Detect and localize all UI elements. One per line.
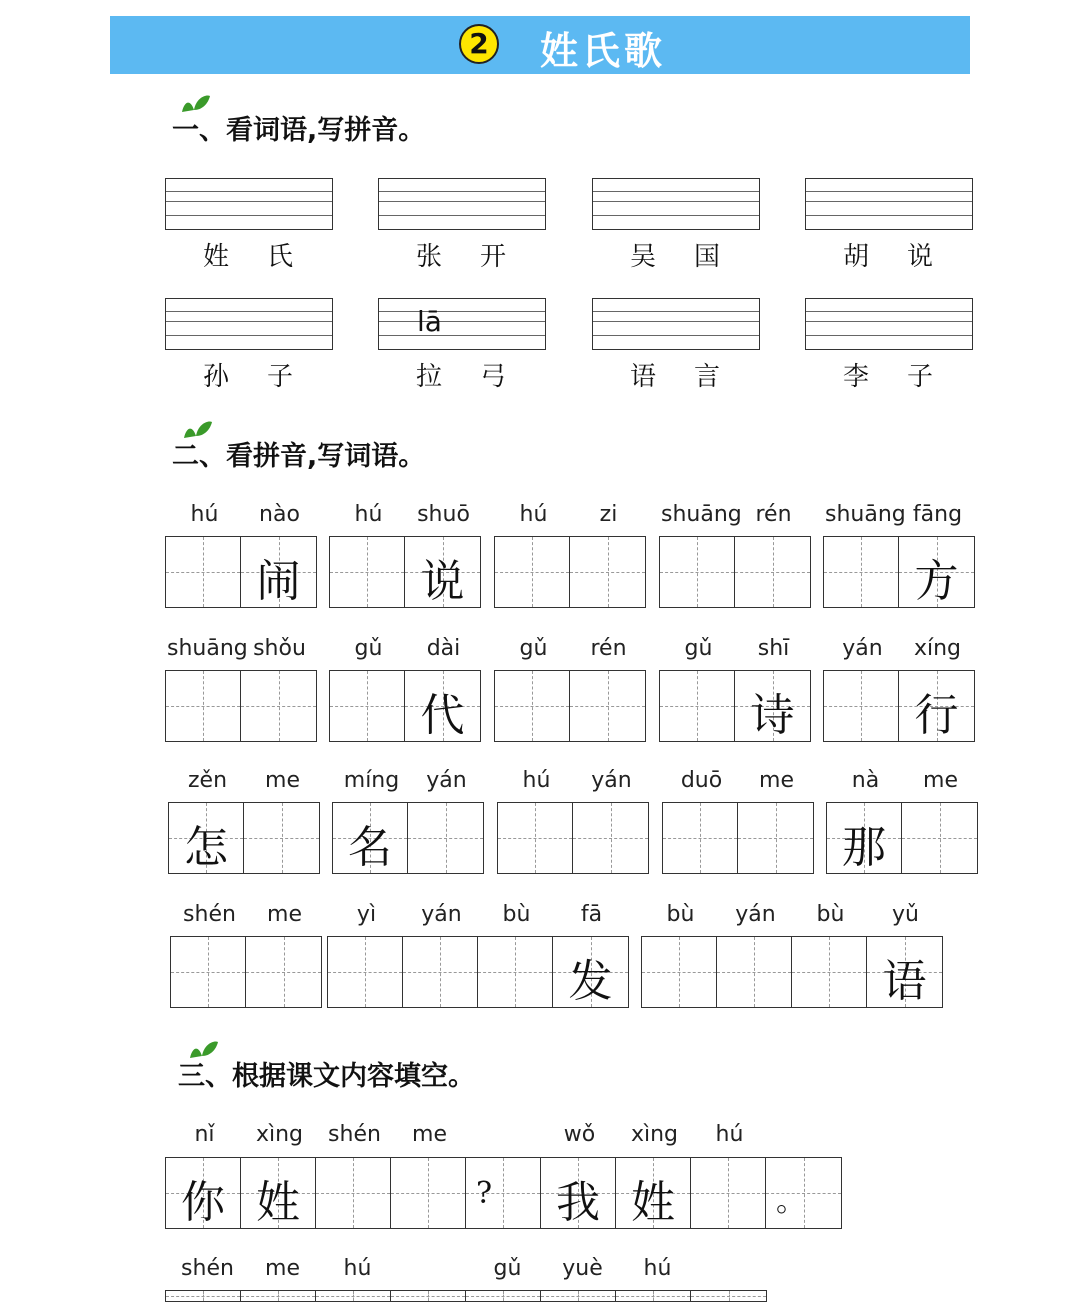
pinyin-label: xìng	[630, 1122, 679, 1147]
pinyin-label: shǒu	[253, 636, 306, 661]
word-character: 子	[907, 362, 934, 392]
writing-cell[interactable]	[169, 803, 244, 873]
pinyin-guide-line	[166, 215, 332, 216]
pinyin-label: bù	[816, 902, 845, 927]
writing-cell[interactable]	[573, 803, 648, 873]
pinyin-writing-box[interactable]	[165, 298, 333, 350]
pinyin-guide-line	[379, 201, 545, 202]
pinyin-label: shuō	[417, 502, 470, 527]
tianzige-grid	[168, 802, 320, 874]
pinyin-label: yán	[735, 902, 776, 927]
writing-cell[interactable]	[824, 671, 899, 741]
pinyin-label: nào	[259, 502, 300, 527]
writing-cell[interactable]	[244, 803, 319, 873]
pinyin-guide-line	[593, 335, 759, 336]
writing-cell[interactable]	[246, 937, 321, 1007]
pinyin-label: hú	[190, 502, 219, 527]
sentence-grid	[165, 1290, 767, 1302]
writing-cell[interactable]	[403, 937, 478, 1007]
writing-cell[interactable]	[660, 537, 735, 607]
pinyin-label: bù	[666, 902, 695, 927]
pinyin-label: xìng	[255, 1122, 304, 1147]
word-character: 吴	[630, 242, 657, 272]
pinyin-writing-box[interactable]	[805, 298, 973, 350]
writing-cell[interactable]	[498, 803, 573, 873]
section1-title: 一、看词语,写拼音。	[172, 115, 426, 146]
writing-cell[interactable]	[478, 937, 553, 1007]
tianzige-grid	[659, 536, 811, 608]
pinyin-guide-line	[379, 335, 545, 336]
writing-cell[interactable]	[316, 1291, 391, 1301]
writing-cell[interactable]	[766, 1158, 841, 1228]
writing-cell[interactable]	[902, 803, 977, 873]
tianzige-grid	[165, 536, 317, 608]
writing-cell[interactable]	[616, 1158, 691, 1228]
pinyin-guide-line	[379, 191, 545, 192]
writing-cell[interactable]	[241, 1158, 316, 1228]
word-character: 孙	[203, 362, 230, 392]
tianzige-grid	[170, 936, 322, 1008]
written-character: 姓	[631, 1177, 675, 1228]
section2-title: 二、看拼音,写词语。	[172, 441, 426, 472]
writing-cell[interactable]	[495, 671, 570, 741]
tianzige-grid	[641, 936, 943, 1008]
pinyin-label: fāng	[912, 502, 963, 527]
pinyin-label: yǔ	[892, 902, 919, 927]
writing-cell[interactable]	[824, 537, 899, 607]
writing-cell[interactable]	[166, 1158, 241, 1228]
pinyin-label: zi	[599, 502, 618, 527]
pinyin-label: me	[265, 768, 300, 793]
written-character: 闹	[256, 556, 301, 607]
writing-cell[interactable]	[328, 937, 403, 1007]
writing-cell[interactable]	[735, 537, 810, 607]
pinyin-label: yán	[421, 902, 462, 927]
written-character: 方	[914, 556, 959, 607]
writing-cell[interactable]	[171, 937, 246, 1007]
writing-cell[interactable]	[616, 1291, 691, 1301]
pinyin-label: hú	[519, 502, 548, 527]
tianzige-grid	[165, 670, 317, 742]
pinyin-label: xíng	[913, 636, 962, 661]
pinyin-label: yán	[591, 768, 632, 793]
pinyin-label: me	[267, 902, 302, 927]
written-character: 行	[914, 690, 959, 741]
word-character: 李	[843, 362, 870, 392]
tianzige-grid	[823, 670, 975, 742]
tianzige-grid	[494, 670, 646, 742]
pinyin-label: gǔ	[684, 636, 713, 661]
writing-cell[interactable]	[391, 1291, 466, 1301]
writing-cell[interactable]	[333, 803, 408, 873]
writing-cell[interactable]	[241, 537, 316, 607]
pinyin-label: hú	[522, 768, 551, 793]
pinyin-label: shī	[757, 636, 790, 661]
pinyin-label: rén	[590, 636, 627, 661]
writing-cell[interactable]	[166, 671, 241, 741]
pinyin-guide-line	[166, 201, 332, 202]
pinyin-label: me	[923, 768, 958, 793]
written-character: 说	[420, 556, 465, 607]
pinyin-guide-line	[806, 215, 972, 216]
word-character: 语	[630, 362, 657, 392]
word-character: 拉	[416, 362, 443, 392]
punctuation-mark: ?	[476, 1176, 493, 1211]
pinyin-label: gǔ	[354, 636, 383, 661]
writing-cell[interactable]	[691, 1158, 766, 1228]
pinyin-label: shuāng	[825, 502, 906, 527]
writing-cell[interactable]	[642, 937, 717, 1007]
writing-cell[interactable]	[408, 803, 483, 873]
written-character: 那	[842, 822, 886, 873]
pinyin-writing-box[interactable]	[805, 178, 973, 230]
pinyin-label: yì	[356, 902, 377, 927]
tianzige-grid	[329, 536, 481, 608]
word-character: 国	[694, 242, 721, 272]
pinyin-label: shén	[183, 902, 236, 927]
pinyin-label: yuè	[562, 1256, 603, 1281]
written-character: 姓	[256, 1177, 300, 1228]
pinyin-guide-line	[379, 321, 545, 322]
word-character: 胡	[843, 242, 870, 272]
written-character: 语	[882, 956, 927, 1007]
writing-cell[interactable]	[316, 1158, 391, 1228]
writing-cell[interactable]	[660, 671, 735, 741]
writing-cell[interactable]	[330, 537, 405, 607]
written-character: 诗	[750, 690, 795, 741]
word-character: 张	[416, 242, 443, 272]
pinyin-guide-line	[593, 311, 759, 312]
pinyin-guide-line	[593, 321, 759, 322]
writing-cell[interactable]	[495, 537, 570, 607]
pinyin-label: zěn	[187, 768, 228, 793]
word-character: 弓	[480, 362, 507, 392]
pinyin-label: hú	[643, 1256, 672, 1281]
writing-cell[interactable]	[899, 671, 974, 741]
writing-cell[interactable]	[241, 671, 316, 741]
writing-cell[interactable]	[792, 937, 867, 1007]
pinyin-label: hú	[343, 1256, 372, 1281]
tianzige-grid	[494, 536, 646, 608]
pinyin-label: wǒ	[563, 1122, 596, 1147]
pinyin-answer: lā	[417, 305, 442, 338]
writing-cell[interactable]	[466, 1291, 541, 1301]
writing-cell[interactable]	[735, 671, 810, 741]
pinyin-label: hú	[715, 1122, 744, 1147]
lesson-title: 姓氏歌	[540, 29, 667, 73]
writing-cell[interactable]	[553, 937, 628, 1007]
word-character: 子	[267, 362, 294, 392]
writing-cell[interactable]	[166, 537, 241, 607]
sentence-grid	[165, 1157, 842, 1229]
writing-cell[interactable]	[691, 1291, 766, 1301]
tianzige-grid	[497, 802, 649, 874]
writing-cell[interactable]	[466, 1158, 541, 1228]
tianzige-grid	[659, 670, 811, 742]
pinyin-guide-line	[166, 191, 332, 192]
writing-cell[interactable]	[405, 537, 480, 607]
tianzige-grid	[332, 802, 484, 874]
word-character: 言	[694, 362, 721, 392]
word-character: 氏	[267, 242, 294, 272]
pinyin-label: fā	[580, 902, 603, 927]
tianzige-grid	[327, 936, 629, 1008]
pinyin-label: gǔ	[519, 636, 548, 661]
pinyin-label: hú	[354, 502, 383, 527]
writing-cell[interactable]	[241, 1291, 316, 1301]
pinyin-guide-line	[806, 335, 972, 336]
written-character: 你	[181, 1177, 225, 1228]
pinyin-guide-line	[166, 321, 332, 322]
pinyin-label: rén	[755, 502, 792, 527]
pinyin-guide-line	[166, 335, 332, 336]
word-character: 姓	[203, 242, 230, 272]
tianzige-grid	[823, 536, 975, 608]
pinyin-label: me	[759, 768, 794, 793]
writing-cell[interactable]	[899, 537, 974, 607]
writing-cell[interactable]	[570, 671, 645, 741]
writing-cell[interactable]	[570, 537, 645, 607]
writing-cell[interactable]	[663, 803, 738, 873]
tianzige-grid	[662, 802, 814, 874]
pinyin-guide-line	[593, 191, 759, 192]
pinyin-label: shuāng	[661, 502, 742, 527]
writing-cell[interactable]	[827, 803, 902, 873]
pinyin-guide-line	[379, 311, 545, 312]
word-character: 说	[907, 242, 934, 272]
pinyin-writing-box[interactable]	[378, 178, 546, 230]
pinyin-guide-line	[806, 321, 972, 322]
pinyin-label: me	[265, 1256, 300, 1281]
writing-cell[interactable]	[166, 1291, 241, 1301]
pinyin-label: duō	[680, 768, 723, 793]
pinyin-writing-box[interactable]	[165, 178, 333, 230]
pinyin-guide-line	[806, 191, 972, 192]
pinyin-writing-box[interactable]	[378, 298, 546, 350]
writing-cell[interactable]	[541, 1158, 616, 1228]
writing-cell[interactable]	[717, 937, 792, 1007]
punctuation-mark: 。	[776, 1184, 806, 1219]
pinyin-label: shén	[328, 1122, 381, 1147]
pinyin-label: shuāng	[167, 636, 248, 661]
written-character: 代	[420, 690, 465, 741]
writing-cell[interactable]	[330, 671, 405, 741]
writing-cell[interactable]	[541, 1291, 616, 1301]
pinyin-label: bù	[502, 902, 531, 927]
tianzige-grid	[329, 670, 481, 742]
written-character: 发	[568, 956, 613, 1007]
pinyin-label: nà	[851, 768, 880, 793]
pinyin-writing-box[interactable]	[592, 298, 760, 350]
lesson-number-badge: 2	[459, 24, 499, 64]
word-character: 开	[480, 242, 507, 272]
tianzige-grid	[826, 802, 978, 874]
pinyin-guide-line	[593, 215, 759, 216]
pinyin-label: yán	[842, 636, 883, 661]
writing-cell[interactable]	[867, 937, 942, 1007]
written-character: 怎	[184, 822, 228, 873]
pinyin-label: gǔ	[493, 1256, 522, 1281]
written-character: 名	[348, 822, 392, 873]
pinyin-guide-line	[166, 311, 332, 312]
pinyin-label: shén	[181, 1256, 234, 1281]
pinyin-label: dài	[426, 636, 461, 661]
pinyin-label: yán	[426, 768, 467, 793]
pinyin-label: me	[412, 1122, 447, 1147]
section3-title: 三、根据课文内容填空。	[178, 1061, 475, 1092]
writing-cell[interactable]	[405, 671, 480, 741]
pinyin-guide-line	[806, 311, 972, 312]
pinyin-writing-box[interactable]	[592, 178, 760, 230]
pinyin-label: míng	[343, 768, 400, 793]
written-character: 我	[556, 1177, 600, 1228]
writing-cell[interactable]	[738, 803, 813, 873]
pinyin-guide-line	[593, 201, 759, 202]
pinyin-label: nǐ	[194, 1122, 215, 1147]
pinyin-guide-line	[379, 215, 545, 216]
writing-cell[interactable]	[391, 1158, 466, 1228]
pinyin-guide-line	[806, 201, 972, 202]
